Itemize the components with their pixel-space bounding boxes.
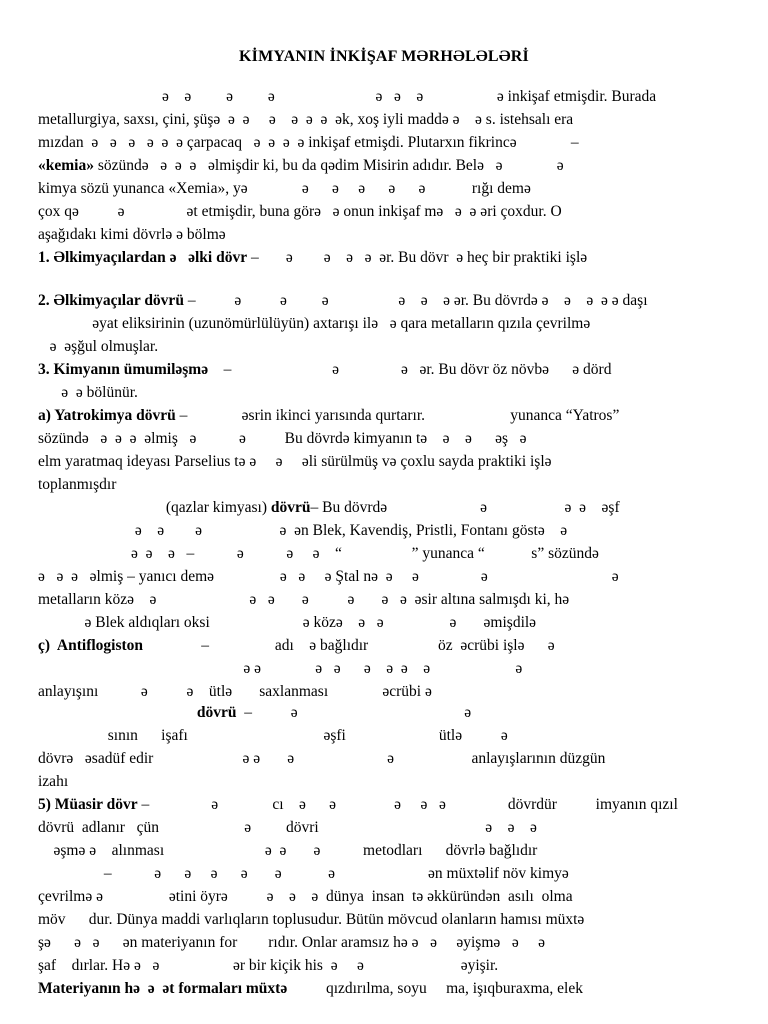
text-segment: əyat eliksirinin (uzunömürlülüyün) axtarışı ilə ə qara metalların qızıla çevrilmə (38, 315, 591, 332)
text-line (38, 771, 712, 793)
text-line (38, 359, 712, 381)
text-line (38, 840, 712, 862)
text-line (38, 109, 712, 131)
text-line (38, 178, 712, 200)
text-line (38, 313, 712, 335)
text-segment: – ə ə ə ə ə ə ər. Bu dövrdə ə ə ə ə ə daşı (183, 292, 648, 309)
text-segment: – adı ə bağlıdır öz əcrübi işlə ə (143, 637, 555, 654)
bold-text-segment: Materiyanın hə ə ət formaları müxtə (38, 980, 288, 997)
bold-text-segment: a) Yatrokimya dövrü (38, 407, 176, 424)
text-segment: şə ə ə ən materiyanın for rıdır. Onlar aramsız hə ə ə əyişmə ə ə (38, 934, 546, 951)
text-line (38, 132, 712, 154)
bold-text-segment: 3. Kimyanın ümumiləşmə (38, 361, 209, 378)
text-segment: ə ə ə – ə ə ə “ ” yunanca “ s” sözündə (38, 545, 599, 562)
text-segment: sözündə ə ə ə əlmiş ə ə Bu dövrdə kimyanın tə ə ə əş ə (38, 430, 527, 447)
text-segment: – ə ə ə ə ə ə ən müxtəlif növ kimyə (38, 865, 569, 882)
text-segment: şaf dırlar. Hə ə ə ər bir kiçik his ə ə əyişir. (38, 957, 499, 974)
text-line (38, 681, 712, 703)
text-segment: metalların közə ə ə ə ə ə ə ə əsir altına salmışdı ki, hə (38, 591, 570, 608)
text-segment: ə əşğul olmuşlar. (38, 338, 159, 355)
bold-text-segment: 2. Əlkimyaçılar dövrü (38, 292, 184, 309)
text-segment: dövrü adlanır çün ə dövri ə ə ə (38, 819, 537, 836)
text-line (38, 247, 712, 269)
text-line (38, 566, 712, 588)
text-line (38, 520, 712, 542)
text-line (38, 635, 712, 657)
text-segment: (qazlar kimyası) (38, 499, 271, 516)
text-line (38, 955, 712, 977)
text-line (38, 886, 712, 908)
text-line (38, 497, 712, 519)
text-line (38, 794, 712, 816)
text-line (38, 155, 712, 177)
text-line (38, 405, 712, 427)
text-segment: – ə ə (236, 704, 472, 721)
text-line (38, 817, 712, 839)
text-line (38, 863, 712, 885)
text-line (38, 702, 712, 724)
text-segment: – ə ə ə ə ər. Bu dövr ə heç bir praktiki işlə (247, 249, 588, 266)
text-line (38, 932, 712, 954)
text-segment: çevrilmə ə ətini öyrə ə ə ə dünya insan tə əkküründən asılı olma (38, 888, 573, 905)
text-segment (38, 704, 197, 721)
bold-text-segment: dövrü (270, 499, 311, 516)
text-line (38, 86, 712, 108)
text-segment: izahı (38, 773, 69, 790)
text-line (38, 224, 712, 246)
text-line (38, 612, 712, 634)
text-line (38, 909, 712, 931)
text-segment: ə ə ə ə ə ə ə ə ə (38, 660, 523, 677)
text-segment: ə ə ə ə ə ə ə ə inkişaf etmişdir. Burada (38, 88, 657, 105)
text-segment: – əsrin ikinci yarısında qurtarır. yunanca “Yatros” (175, 407, 620, 424)
text-segment: möv dur. Dünya maddi varlıqların toplusudur. Bütün mövcud olanların hamısı müxtə (38, 911, 585, 928)
text-line (38, 725, 712, 747)
text-line (38, 336, 712, 358)
text-line (38, 589, 712, 611)
bold-text-segment: «kemia» (38, 157, 94, 174)
text-segment: toplanmışdır (38, 476, 117, 493)
text-line (38, 658, 712, 680)
text-line (38, 290, 712, 312)
text-segment: metallurgiya, saxsı, çini, şüşə ə ə ə ə ə ə ək, xoş iyli maddə ə ə s. istehsalı era (38, 111, 574, 128)
text-segment: əşmə ə alınması ə ə ə metodları dövrlə bağlıdır (38, 842, 538, 859)
bold-text-segment: 5) Müasir dövr (38, 796, 138, 813)
text-segment: – ə cı ə ə ə ə ə dövrdür imyanın qızıl (137, 796, 678, 813)
text-line (38, 428, 712, 450)
text-segment: anlayışını ə ə ütlə saxlanması əcrübi ə (38, 683, 432, 700)
text-segment: elm yaratmaq ideyası Parselius tə ə ə əli sürülmüş və çoxlu sayda praktiki işlə (38, 453, 552, 470)
text-segment: – ə ə ər. Bu dövr öz növbə ə dörd (208, 361, 612, 378)
text-line (38, 382, 712, 404)
text-line (38, 543, 712, 565)
text-segment: mızdan ə ə ə ə ə ə çarpacaq ə ə ə ə inkişaf etmişdi. Plutarxın fikrincə – (38, 134, 579, 151)
bold-text-segment: ç) Antiflogiston (38, 637, 144, 654)
text-segment: ə Blek aldıqları oksi ə közə ə ə ə əmişdilə (38, 614, 537, 631)
text-segment: sının işafı əşfi ütlə ə (38, 727, 508, 744)
text-segment: ə ə bölünür. (38, 384, 138, 401)
text-segment: ə ə ə ə ən Blek, Kavendiş, Pristli, Fontanı göstə ə (38, 522, 568, 539)
text-line (38, 201, 712, 223)
bold-text-segment: dövrü (196, 704, 237, 721)
text-segment: sözündə ə ə ə əlmişdir ki, bu da qədim Misirin adıdır. Belə ə ə (93, 157, 564, 174)
bold-text-segment: 1. Əlkimyaçılardan ə əlki dövr (38, 249, 248, 266)
text-line (38, 748, 712, 770)
text-line (38, 978, 712, 1000)
text-segment: kimya sözü yunanca «Xemia», yə ə ə ə ə ə rığı demə (38, 180, 531, 197)
text-segment: çox qə ə ət etmişdir, buna görə ə onun inkişaf mə ə ə əri çoxdur. O (38, 203, 562, 220)
text-segment: – Bu dövrdə ə ə ə əşf (310, 499, 620, 516)
text-segment: dövrə əsadüf edir ə ə ə ə anlayışlarının düzgün (38, 750, 606, 767)
document-title: KİMYANIN İNKİŞAF MƏRHƏLƏLƏRİ (239, 48, 529, 65)
text-line (38, 474, 712, 496)
text-segment: aşağıdakı kimi dövrlə ə bölmə (38, 226, 226, 243)
text-line (38, 451, 712, 473)
text-segment: qızdırılma, soyu ma, işıqburaxma, elek (287, 980, 583, 997)
text-segment: ə ə ə əlmiş – yanıcı demə ə ə ə Ştal nə ə ə ə ə (38, 568, 619, 585)
